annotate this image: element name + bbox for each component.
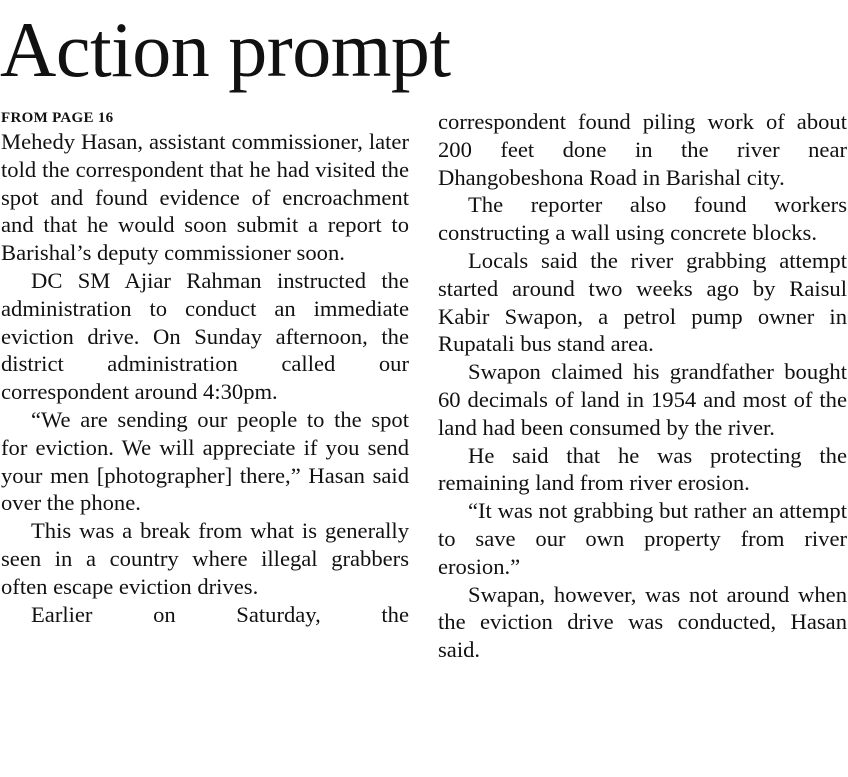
paragraph: He said that he was protecting the remaining land from river erosion. bbox=[438, 442, 847, 496]
paragraph: Swapan, however, was not around when the eviction drive was conducted, Hasan said. bbox=[438, 581, 847, 663]
paragraph: “We are sending our people to the spot for eviction. We will appreciate if you send your men [photographer] there,” Hasan said over the phone. bbox=[1, 406, 409, 516]
paragraph: correspondent found piling work of about 200 feet done in the river near Dhangobeshona Road in Barishal city. bbox=[438, 109, 847, 190]
paragraph: Swapon claimed his grandfather bought 60 decimals of land in 1954 and most of the land had been consumed by the river. bbox=[438, 359, 847, 440]
paragraph: Locals said the river grabbing attempt started around two weeks ago by Raisul Kabir Swapon, a petrol pump owner in Rupatali bus stand area. bbox=[438, 247, 847, 357]
paragraph: DC SM Ajiar Rahman instructed the administration to conduct an immediate eviction drive. On Sunday afternoon, the district administration called our correspondent around 4:30pm. bbox=[1, 267, 409, 405]
headline: Action prompt bbox=[0, 6, 451, 93]
continuation-label: FROM PAGE 16 bbox=[1, 110, 114, 126]
paragraph: Mehedy Hasan, assistant commissioner, later told the correspondent that he had visited the spot and found evidence of encroachment and that he would soon submit a report to Barishal’s deputy commissioner soon. bbox=[1, 129, 409, 266]
paragraph: This was a break from what is generally seen in a country where illegal grabbers often escape eviction drives. bbox=[1, 518, 409, 599]
paragraph: The reporter also found workers constructing a wall using concrete blocks. bbox=[438, 192, 847, 246]
article-column-left bbox=[1, 108, 409, 628]
article-column-right bbox=[438, 108, 847, 664]
paragraph: “It was not grabbing but rather an attempt to save our own property from river erosion.” bbox=[438, 498, 847, 579]
paragraph: Earlier on Saturday, the bbox=[31, 601, 409, 627]
